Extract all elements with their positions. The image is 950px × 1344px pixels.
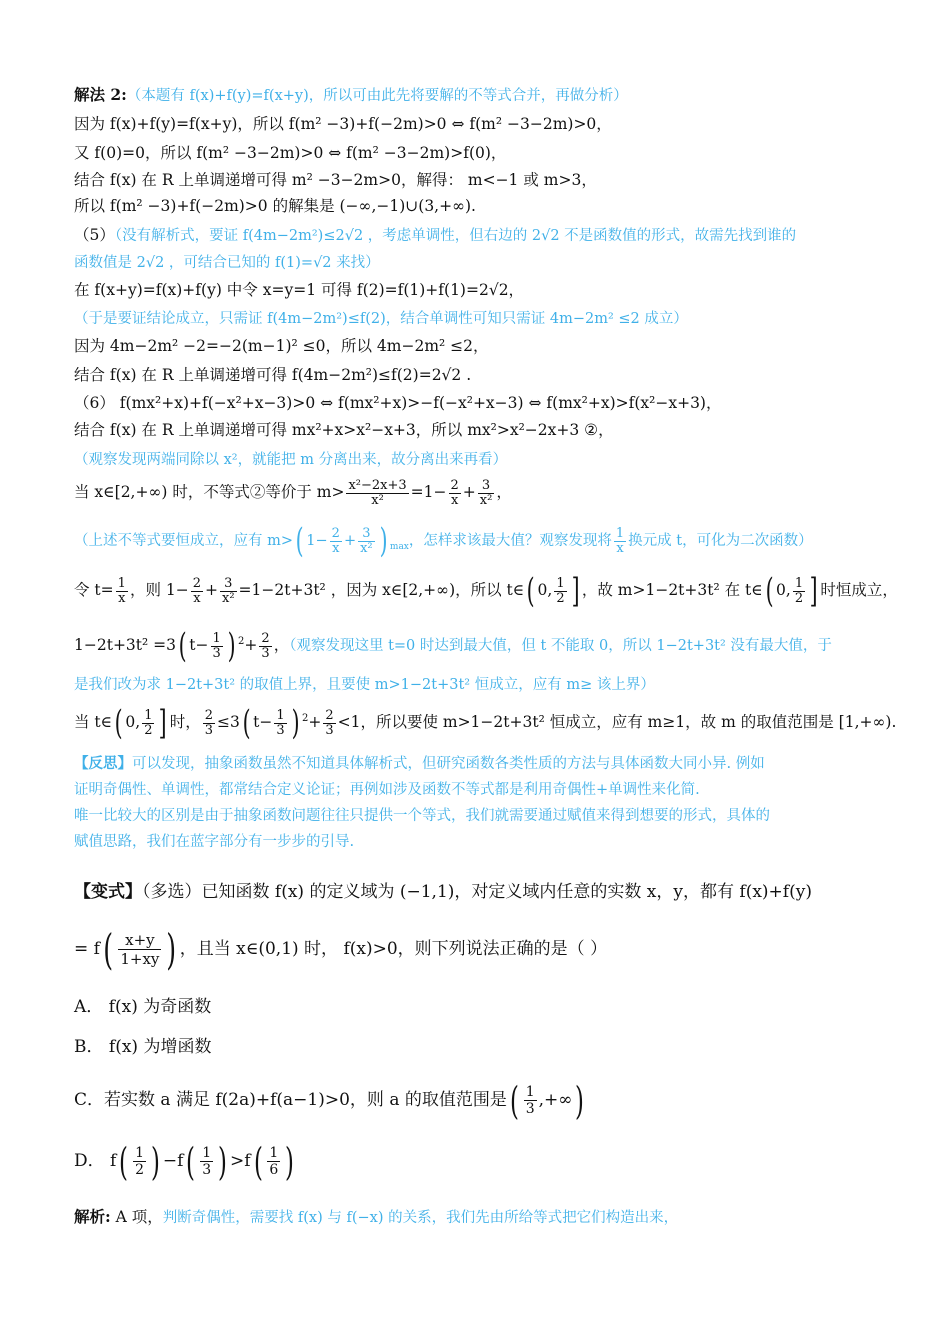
step-text: ，故 m>1−2t+3t² 在 t∈ [581,581,763,599]
question-text: = f [74,939,100,959]
fraction: $\frac{3}{\text{x²}}$ [479,477,493,508]
fraction-denominator: 1+xy [120,950,160,968]
analysis-text: A 项， [115,1208,163,1226]
step-text: ，则 1− [129,581,189,599]
line-step: 结合 f(x) 在 R 上单调递增可得 m² −3−2m>0，解得： m<−1 或 m>3， [74,171,597,189]
hint-text: ，怎样求该最大值？观察发现将 [408,533,612,549]
hint-text: 可以发现，抽象函数虽然不知道具体解析式，但研究函数各类性质的方法与具体函数大同小异. 例如 [132,756,765,772]
line-step: 结合 f(x) 在 R 上单调递增可得 f(4m−2m²)≤f(2)=2√2 . [74,366,472,384]
line-step: 所以 f(m² −3)+f(−2m)>0 的解集是 (−∞,−1)∪(3,+∞). [74,197,476,215]
variant-label: 【变式】 [74,882,142,902]
hint-text: （本题有 f(x)+f(y)=f(x+y)，所以可由此先将要解的不等式合并，再做分析） [126,88,628,104]
step-text: 1−2t+3t² =3 [74,636,177,655]
method-label: 解法 2: [74,85,127,104]
option-b[interactable]: B． f(x) 为增函数 [74,1037,212,1057]
fraction: $\frac{2}{x}$ [450,477,459,508]
fraction-numerator: x+y [118,931,161,950]
step-text: 当 x∈[2,+∞) 时，不等式②等价于 m> [74,483,345,501]
reflection-line [74,830,354,853]
hint-text: 赋值思路，我们在蓝字部分有一步步的引导. [74,834,355,850]
step-text: ， [496,483,512,501]
reflection-line [74,804,770,827]
step-text: 当 t∈ [74,713,113,732]
hint-text: 函数值是 2√2 ，可结合已知的 f(1)=√2 来找） [74,255,380,271]
reflection-label: 【反思】 [74,755,132,772]
line-step: 当 t∈( 0, $\frac{1}{2}$ ] 时， $\frac{2}{3}$ ≤3( t− $\frac{1}{3}$ ) $^2$+ $\frac{2}{3}$ <1，所以要使 m>1−2t+3t² 恒成立，应有 m≥1，故 m 的取值范围是 [1,+∞). [74,703,897,744]
step-text: =1−2t+3t² ，因为 x∈[2,+∞)，所以 t∈ [238,581,525,599]
reflection-line [74,752,765,775]
analysis-label: 解析: [74,1207,111,1226]
step-text: <1，所以要使 m>1−2t+3t² 恒成立，应有 m≥1，故 m 的取值范围是 [1,+∞). [337,713,897,732]
hint-text: （没有解析式，要证 f(4m−2m²)≤2√2 ，考虑单调性，但右边的 2√2 不是函数值的形式，故需先找到谁的 [114,228,797,244]
line-step: 当 x∈[2,+∞) 时，不等式②等价于 m> $\frac{\text{x²−2x+3}}{\text{x²}}$ =1− $\frac{2}{x}$ + $\frac{3}{\text{x²}}$ ， [74,477,512,508]
line-step: 因为 4m−2m² −2=−2(m−1)² ≤0，所以 4m−2m² ≤2， [74,337,489,355]
step-text: =1− [410,483,447,501]
option-a[interactable]: A． f(x) 为奇函数 [74,997,212,1017]
hint-text: 证明奇偶性、单调性，都常结合定义论证；再例如涉及函数不等式都是利用奇偶性+单调性来化简. [74,782,700,798]
line-method2 [74,84,628,107]
step-text: 令 t= [74,581,114,599]
variant-question-cont: = f( $\frac{x+y}{1+xy}$ ) ，且当 x∈(0,1) 时， f(x)>0，则下列说法正确的是（ ） [74,924,608,974]
part-number: （5） [74,226,115,244]
option-text: C．若实数 a 满足 f(2a)+f(a−1)>0，则 a 的取值范围是 [74,1090,507,1110]
line-step: 1−2t+3t² =3( t− $\frac{1}{3}$ ) $^2$+ $\frac{2}{3}$ ，（观察发现这里 t=0 时达到最大值，但 t 不能取 0，所以 1−2t+3t² 没有最大值，于 [74,626,832,667]
line-hint [74,673,655,696]
line-hint [74,251,380,274]
hint-text: （于是要证结论成立，只需证 f(4m−2m²)≤f(2)，结合单调性可知只需证 4m−2m² ≤2 成立） [74,311,688,327]
hint-text: （观察发现两端同除以 x²，就能把 m 分离出来，故分离出来再看） [74,452,508,468]
hint-text: 判断奇偶性，需要找 f(x) 与 f(−x) 的关系，我们先由所给等式把它们构造出来， [162,1210,679,1226]
question-text: 已知函数 f(x) 的定义域为 (−1,1)，对定义域内任意的实数 x，y，都有 f(x)+f(y) [201,882,812,902]
analysis-line [74,1206,678,1229]
line-step: 结合 f(x) 在 R 上单调递增可得 mx²+x>x²−x+3，所以 mx²>x²−2x+3 ②， [74,421,614,439]
line-part5 [74,224,796,247]
reflection-line [74,778,700,801]
line-step: 在 f(x+y)=f(x)+f(y) 中令 x=y=1 可得 f(2)=f(1)+f(1)=2√2， [74,281,525,299]
variant-tag: （多选） [142,882,202,902]
hint-text: 唯一比较大的区别是由于抽象函数问题往往只提供一个等式，我们就需要通过赋值来得到想要的形式，具体的 [74,808,770,824]
step-text: 时恒成立， [820,581,898,599]
fraction: $\frac{\text{x²−2x+3}}{\text{x²}}$ [348,477,407,508]
hint-text: （观察发现这里 t=0 时达到最大值，但 t 不能取 0，所以 1−2t+3t² 没有最大值，于 [289,638,832,655]
hint-text: （上述不等式要恒成立，应有 m> [74,533,294,549]
line-hint [74,448,507,471]
line-part6: （6） f(mx²+x)+f(−x²+x−3)>0 ⇔ f(mx²+x)>−f(−x²+x−3) ⇔ f(mx²+x)>f(x²−x+3)， [74,394,722,412]
option-c[interactable]: C．若实数 a 满足 f(2a)+f(a−1)>0，则 a 的取值范围是( $\frac{1}{3}$ ,+∞) [74,1078,585,1123]
line-hint [74,307,688,330]
question-text: ，且当 x∈(0,1) 时， f(x)>0，则下列说法正确的是（ ） [179,939,608,959]
option-d[interactable]: D． f( $\frac{1}{2}$ ) −f( $\frac{1}{3}$ ) >f( $\frac{1}{6}$ ) [74,1139,295,1184]
line-step: 令 t= $\frac{1}{x}$ ，则 1− $\frac{2}{x}$ + $\frac{3}{\text{x²}}$ =1−2t+3t² ，因为 x∈[2,+∞)，所以 t∈( 0, $\frac{1}{2}$ ] ，故 m>1−2t+3t² 在 t∈( 0, $\frac{1}{2}$ ] 时恒成立， [74,571,898,611]
step-text: 时， [169,713,201,732]
variant-question [74,879,812,905]
hint-text: 是我们改为求 1−2t+3t² 的取值上界，且要使 m>1−2t+3t² 恒成立，应有 m≥ 该上界） [74,677,655,693]
line-step: 又 f(0)=0，所以 f(m² −3−2m)>0 ⇔ f(m² −3−2m)>f(0)， [74,144,507,162]
line-step: 因为 f(x)+f(y)=f(x+y)，所以 f(m² −3)+f(−2m)>0 ⇔ f(m² −3−2m)>0， [74,115,612,133]
hint-text: 换元成 t，可化为二次函数） [628,533,813,549]
line-hint: （上述不等式要恒成立，应有 m>( 1− $\frac{2}{x}$ + $\frac{3}{\text{x²}}$ ) $_{max}$，怎样求该最大值？观察发现将 $\frac{1}{x}$ 换元成 t，可化为二次函数） [74,521,813,561]
